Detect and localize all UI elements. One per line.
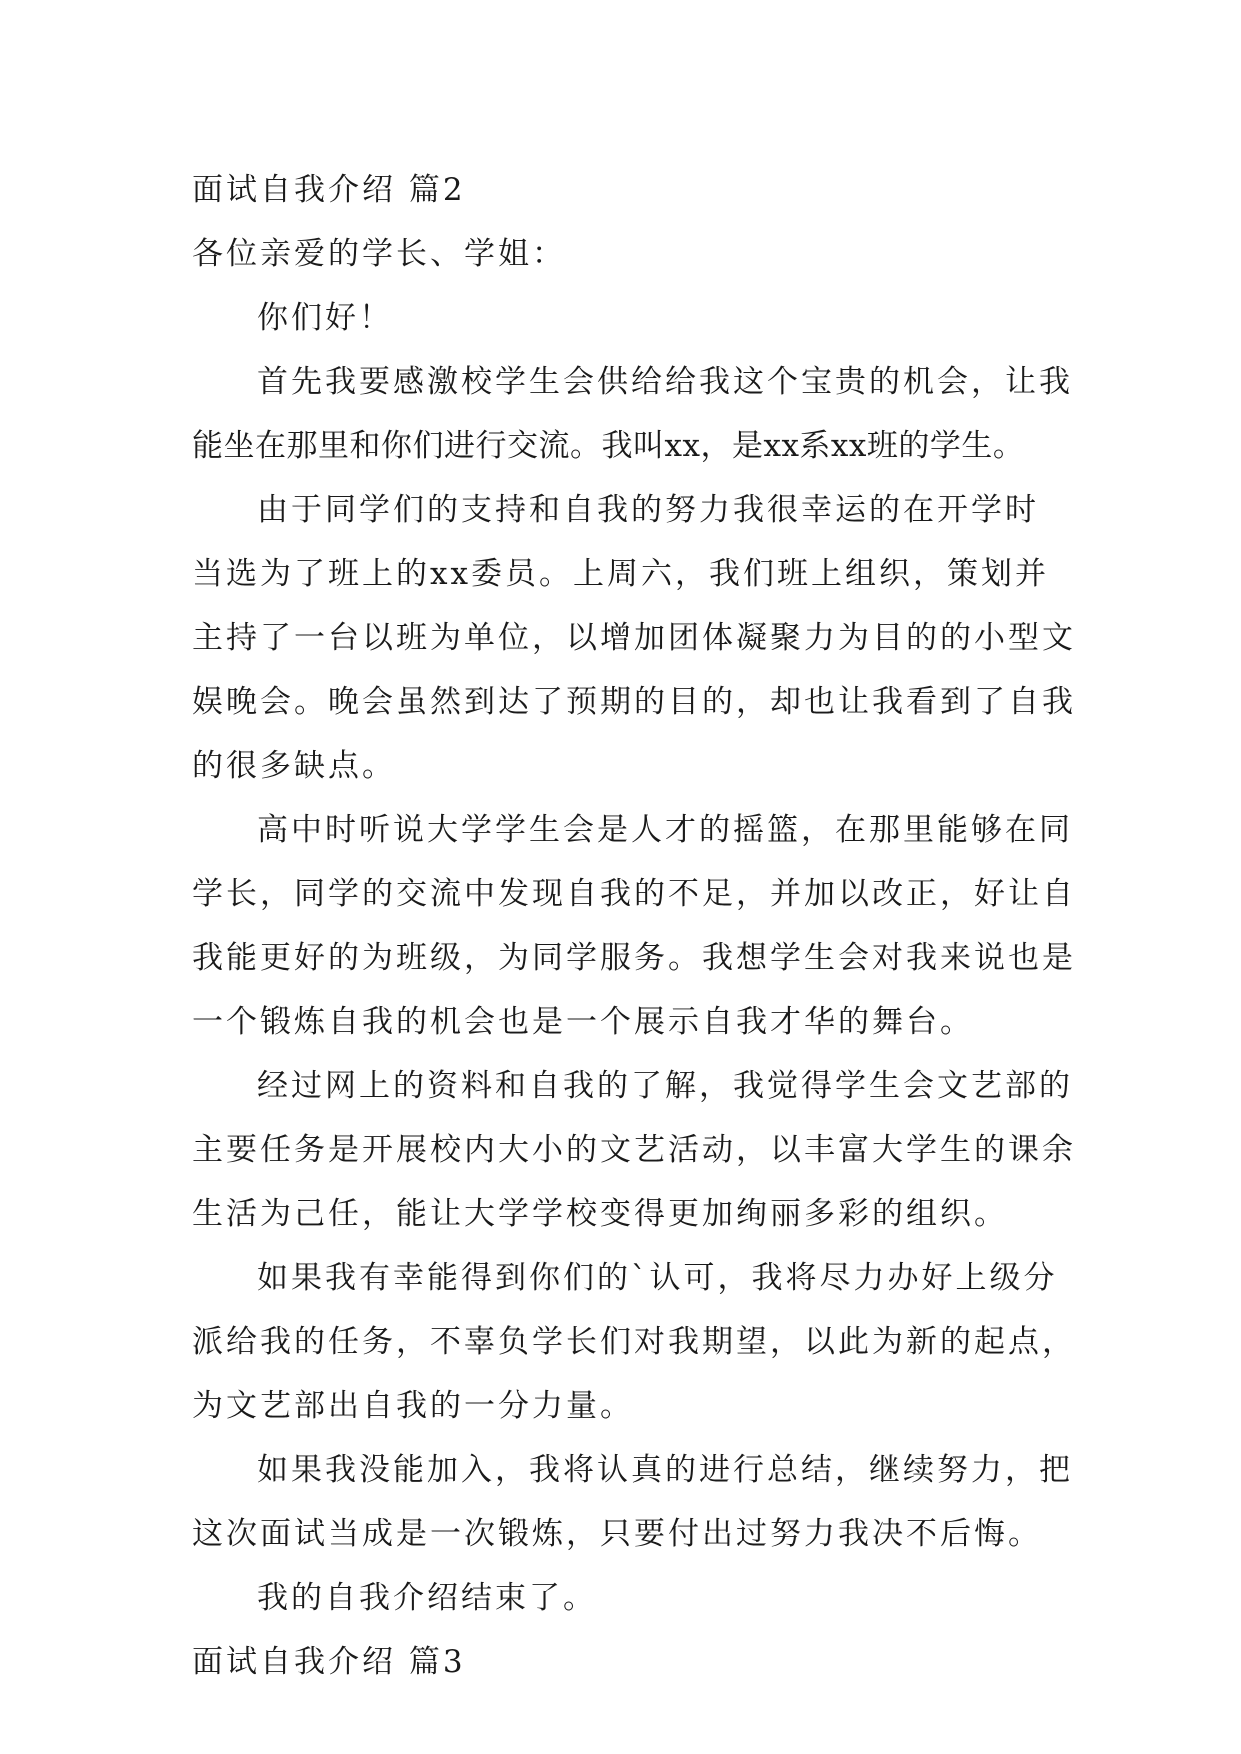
paragraph-line: 当选为了班上的xx委员。上周六，我们班上组织，策划并 [192,556,1049,592]
paragraph-5 [192,1246,1076,1438]
section-heading-2: 面试自我介绍 篇2 [192,172,466,208]
paragraph-6 [192,1438,1073,1566]
greeting: 你们好！ [257,300,393,336]
paragraph-line: 主持了一台以班为单位，以增加团体凝聚力为目的的小型文 [192,620,1076,656]
paragraph-2 [192,478,1076,798]
paragraph-line: 能坐在那里和你们进行交流。我叫xx，是xx系xx班的学生。 [192,428,1025,464]
paragraph-line: 我能更好的为班级，为同学服务。我想学生会对我来说也是 [192,940,1076,976]
paragraph-line: 高中时听说大学学生会是人才的摇篮，在那里能够在同 [257,812,1073,848]
paragraph-line: 生活为己任，能让大学学校变得更加绚丽多彩的组织。 [192,1196,1008,1232]
paragraph-7 [192,1566,1062,1630]
paragraph-line: 如果我有幸能得到你们的`认可，我将尽力办好上级分 [257,1260,1058,1296]
paragraph-line: 首先我要感激校学生会供给给我这个宝贵的机会，让我 [257,364,1073,400]
section-heading-3: 面试自我介绍 篇3 [192,1644,466,1680]
paragraph-line: 如果我没能加入，我将认真的进行总结，继续努力，把 [257,1452,1073,1488]
paragraph-line: 派给我的任务，不辜负学长们对我期望，以此为新的起点， [192,1324,1076,1360]
paragraph-4 [192,1054,1076,1246]
paragraph-line: 我的自我介绍结束了。 [257,1580,597,1616]
paragraph-line: 这次面试当成是一次锻炼，只要付出过努力我决不后悔。 [192,1516,1042,1552]
paragraph-1 [192,350,1073,478]
paragraph-line: 的很多缺点。 [192,748,396,784]
paragraph-line: 学长，同学的交流中发现自我的不足，并加以改正，好让自 [192,876,1076,912]
paragraph-line: 主要任务是开展校内大小的文艺活动，以丰富大学生的课余 [192,1132,1076,1168]
paragraph-line: 由于同学们的支持和自我的努力我很幸运的在开学时 [257,492,1039,528]
document-page [192,158,1076,1694]
salutation: 各位亲爱的学长、学姐： [192,236,566,272]
paragraph-3 [192,798,1076,1054]
paragraph-line: 为文艺部出自我的一分力量。 [192,1388,634,1424]
paragraph-line: 一个锻炼自我的机会也是一个展示自我才华的舞台。 [192,1004,974,1040]
paragraph-line: 娱晚会。晚会虽然到达了预期的目的，却也让我看到了自我 [192,684,1076,720]
paragraph-line: 经过网上的资料和自我的了解，我觉得学生会文艺部的 [257,1068,1073,1104]
